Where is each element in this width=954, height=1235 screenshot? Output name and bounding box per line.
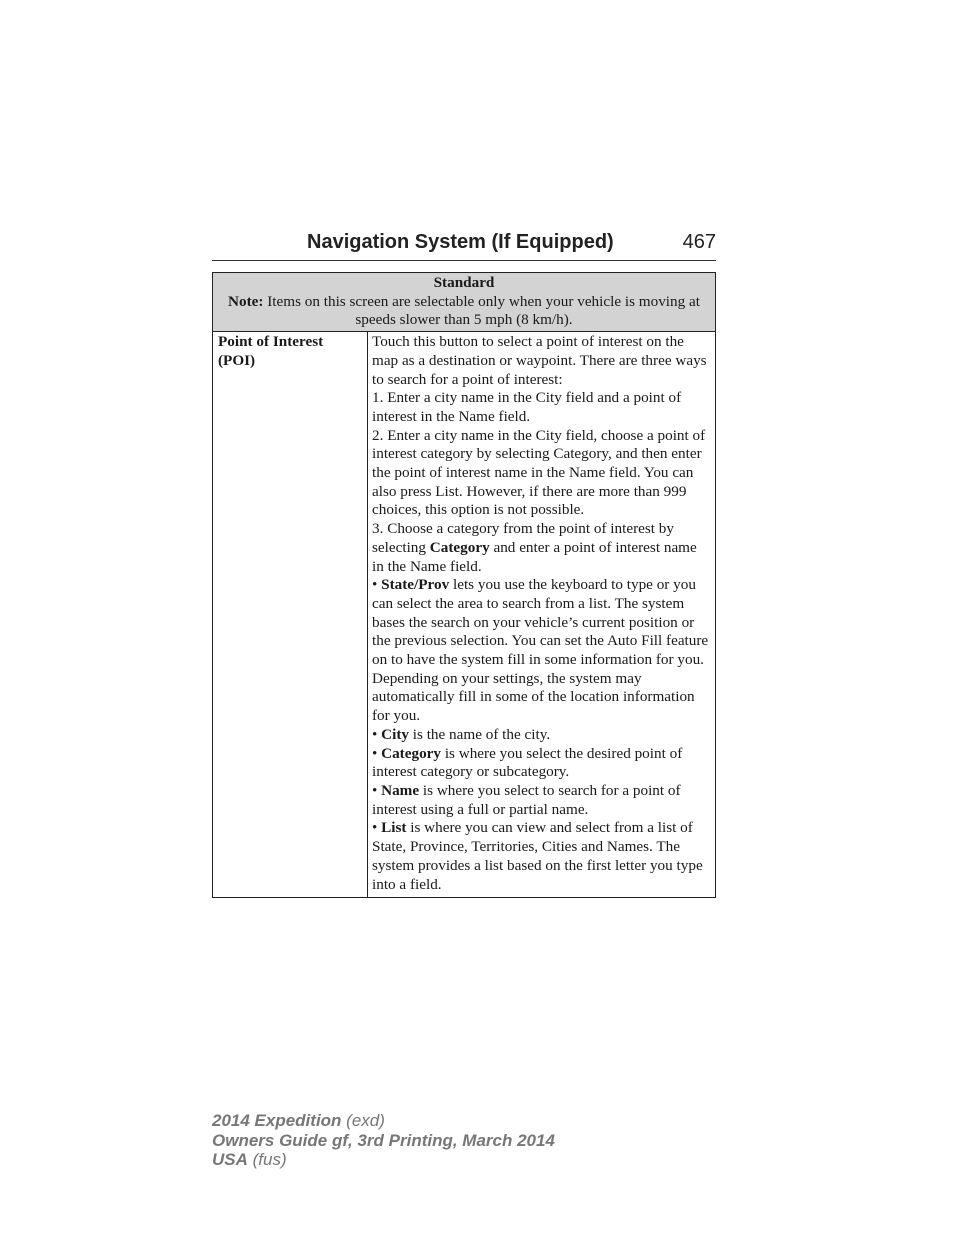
step-1: 1. Enter a city name in the City field and a point of interest in the Name field. <box>372 389 682 425</box>
table-row <box>213 332 716 898</box>
bullet-icon: • <box>372 576 382 594</box>
bullet-term: Name <box>381 781 420 799</box>
bullet-term: List <box>381 819 407 837</box>
bullet-item-state-prov <box>372 576 709 726</box>
step-2: 2. Enter a city name in the City field, choose a point of interest category by selecting Category, and then enter the point of interest name in the Name field. You can also press List. However, if there are more than 999 choices, this option is not possible. <box>372 426 706 519</box>
step-3-pre: 3. Choose a category from the point of interest by selecting <box>372 520 674 556</box>
page-number: 467 <box>682 231 716 253</box>
intro-paragraph: Touch this button to select a point of interest on the map as a destination or waypoint. There are three ways to search for a point of interest: <box>372 333 707 388</box>
bullet-item-list <box>372 819 709 894</box>
bullet-text: is where you can view and select from a list of State, Province, Territories, Cities and Names. The system provides a list based on the first letter you type into a field. <box>372 819 703 893</box>
bullet-icon: • <box>372 725 382 743</box>
bullet-term: Category <box>381 744 442 762</box>
bullet-text: is where you select the desired point of interest category or subcategory. <box>372 744 683 781</box>
table-header-row <box>213 273 716 332</box>
bullet-icon: • <box>372 744 382 762</box>
step-3-bold: Category <box>429 538 490 556</box>
bullet-icon: • <box>372 819 382 837</box>
note-label: Note: <box>228 292 264 310</box>
table-heading: Standard <box>433 274 495 291</box>
bullet-item-city <box>372 726 709 745</box>
bullet-text: lets you use the keyboard to type or you can select the area to search from a list. The system bases the search on your vehicle’s current position or the previous selection. You can set the Auto Fill feature on to have the system fill in some information for you. Depending on your settings, the system may automatically fill in some of the location information for you. <box>372 576 709 725</box>
section-title: Navigation System (If Equipped) <box>307 231 614 253</box>
footer-line-1 <box>212 1111 555 1131</box>
bullet-term: City <box>381 725 409 743</box>
footer-model-code: (exd) <box>341 1111 385 1130</box>
footer-line-2: Owners Guide gf, 3rd Printing, March 2014 <box>212 1130 555 1150</box>
note-text: Items on this screen are selectable only when your vehicle is moving at speeds slower than 5 mph (8 km/h). <box>263 292 700 329</box>
feature-label-cell <box>213 332 368 898</box>
footer-market-code: (fus) <box>247 1150 287 1169</box>
footer-model: 2014 Expedition <box>212 1111 342 1130</box>
bullet-text: is where you select to search for a point of interest using a full or partial name. <box>372 781 681 818</box>
step-3 <box>372 520 709 576</box>
page-header <box>212 228 716 261</box>
page-footer <box>212 1111 555 1170</box>
step-3-post: and enter a point of interest name in the Name field. <box>372 538 697 575</box>
footer-line-3 <box>212 1150 555 1170</box>
bullet-icon: • <box>372 781 382 799</box>
feature-description-cell <box>368 332 716 898</box>
feature-label: Point of Interest (POI) <box>218 333 324 369</box>
bullet-text: is the name of the city. <box>408 725 551 743</box>
footer-market: USA <box>212 1150 248 1169</box>
bullet-item-name <box>372 782 709 819</box>
table-note <box>223 293 705 330</box>
feature-table <box>212 272 716 898</box>
bullet-item-category <box>372 745 709 782</box>
table-header-cell <box>213 273 716 332</box>
bullet-term: State/Prov <box>381 576 450 594</box>
